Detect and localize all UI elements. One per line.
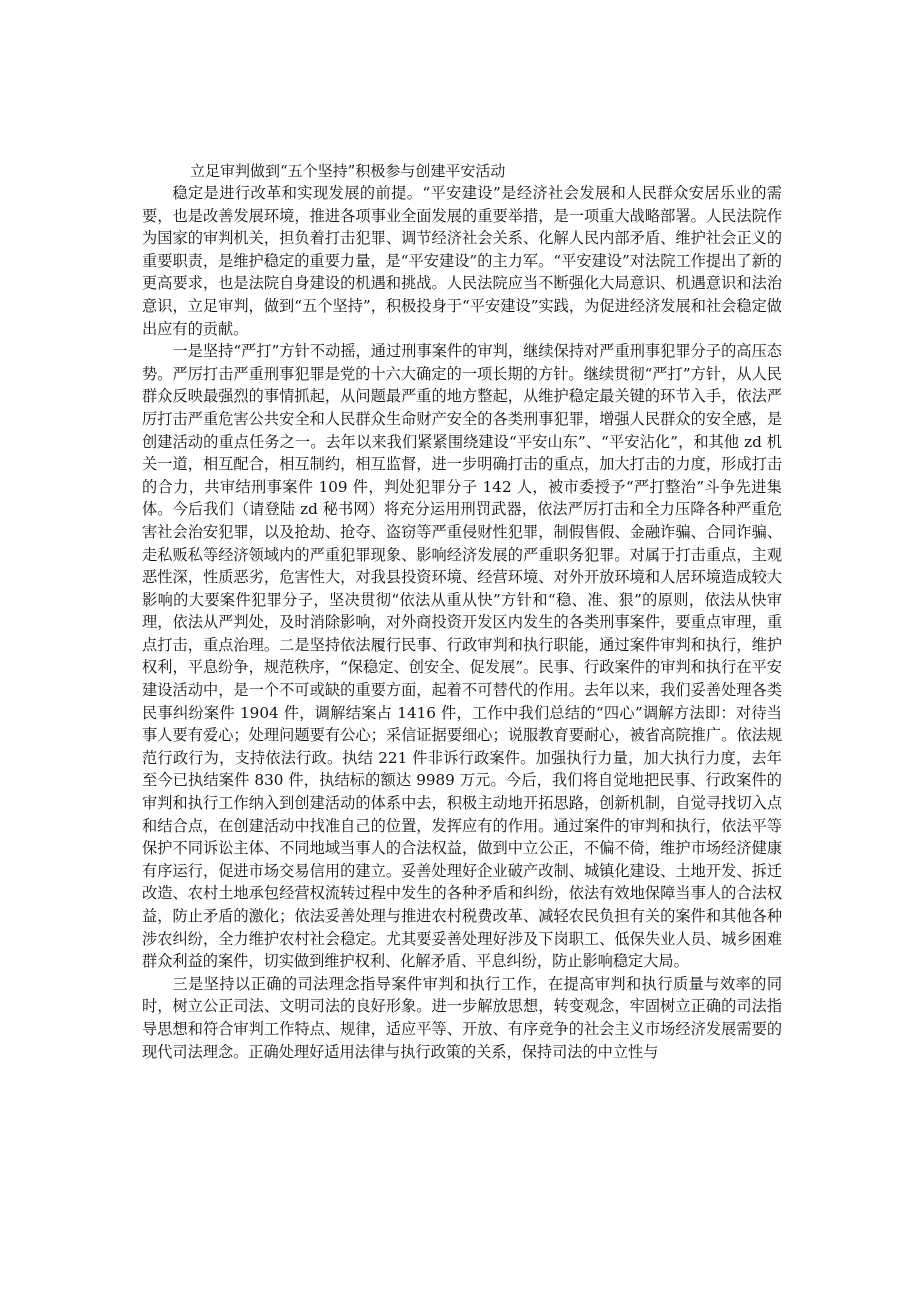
paragraph: 一是坚持“严打”方针不动摇，通过刑事案件的审判，继续保持对严重刑事犯罪分子的高压态势。严厉打击严重刑事犯罪是党的十六大确定的一项长期的方针。继续贯彻“严打”方针，从人民群众反映最强烈的事情抓起，从问题最严重的地方整起，从维护稳定最关键的环节入手，依法严厉打击严重危害公共安全和人民群众生命财产安全的各类刑事犯罪，增强人民群众的安全感，是创建活动的重点任务之一。去年以来我们紧紧围绕建设“平安山东”、“平安沾化”，和其他 zd 机关一道，相互配合，相互制约，相互监督，进一步明确打击的重点，加大打击的力度，形成打击的合力，共审结刑事案件 109 件，判处犯罪分子 142 人，被市委授予“严打整治”斗争先进集体。今后我们（请登陆 zd 秘书网）将充分运用刑罚武器，依法严厉打击和全力压降各种严重危害社会治安犯罪，以及抢劫、抢夺、盗窃等严重侵财性犯罪，制假售假、金融诈骗、合同诈骗、走私贩私等经济领域内的严重犯罪现象、影响经济发展的严重职务犯罪。对属于打击重点，主观恶性深，性质恶劣，危害性大，对我县投资环境、经营环境、对外开放环境和人居环境造成较大影响的大要案件犯罪分子，坚决贯彻“依法从重从快”方针和“稳、准、狠”的原则，依法从快审理，依法从严判处，及时消除影响，对外商投资开发区内发生的各类刑事案件，要重点审理，重点打击，重点治理。二是坚持依法履行民事、行政审判和执行职能，通过案件审判和执行，维护权利，平息纷争，规范秩序，“保稳定、创安全、促发展”。民事、行政案件的审判和执行在平安建设活动中，是一个不可或缺的重要方面，起着不可替代的作用。去年以来，我们妥善处理各类民事纠纷案件 1904 件，调解结案占 1416 件，工作中我们总结的“四心”调解方法即：对待当事人要有爱心；处理问题要有公心；采信证据要细心；说服教育要耐心，被省高院推广。依法规范行政行为，支持依法行政。执结 221 件非诉行政案件。加强执行力量，加大执行力度，去年至今已执结案件 830 件，执结标的额达 9989 万元。今后，我们将自觉地把民事、行政案件的审判和执行工作纳入到创建活动的体系中去，积极主动地开拓思路，创新机制，自觉寻找切入点和结合点，在创建活动中找准自己的位置，发挥应有的作用。通过案件的审判和执行，依法平等保护不同诉讼主体、不同地域当事人的合法权益，做到中立公正，不偏不倚，维护市场经济健康有序运行，促进市场交易信用的建立。妥善处理好企业破产改制、城镇化建设、土地开发、拆迁改造、农村土地承包经营权流转过程中发生的各种矛盾和纠纷，依法有效地保障当事人的合法权益，防止矛盾的激化；依法妥善处理与推进农村税费改革、减轻农民负担有关的案件和其他各种涉农纠纷，全力维护农村社会稳定。尤其要妥善处理好涉及下岗职工、低保失业人员、城乡困难群众利益的案件，切实做到维护权利、化解矛盾、平息纠纷，防止影响稳定大局。 [142,342,782,971]
document-body [142,0,782,1302]
document-text [142,182,782,1063]
paragraph: 三是坚持以正确的司法理念指导案件审判和执行工作，在提高审判和执行质量与效率的同时，树立公正司法、文明司法的良好形象。进一步解放思想，转变观念，牢固树立正确的司法指导思想和符合审判工作特点、规律，适应平等、开放、有序竞争的社会主义市场经济发展需要的现代司法理念。正确处理好适用法律与执行政策的关系，保持司法的中立性与 [142,974,782,1061]
document-title: 立足审判做到“五个坚持”积极参与创建平安活动 [190,162,506,180]
paragraph: 稳定是进行改革和实现发展的前提。“平安建设”是经济社会发展和人民群众安居乐业的需要，也是改善发展环境，推进各项事业全面发展的重要举措，是一项重大战略部署。人民法院作为国家的审判机关，担负着打击犯罪、调节经济社会关系、化解人民内部矛盾、维护社会正义的重要职责，是维护稳定的重要力量，是“平安建设”的主力军。“平安建设”对法院工作提出了新的更高要求，也是法院自身建设的机遇和挑战。人民法院应当不断强化大局意识、机遇意识和法治意识，立足审判，做到“五个坚持”，积极投身于“平安建设”实践，为促进经济发展和社会稳定做出应有的贡献。 [142,184,782,338]
